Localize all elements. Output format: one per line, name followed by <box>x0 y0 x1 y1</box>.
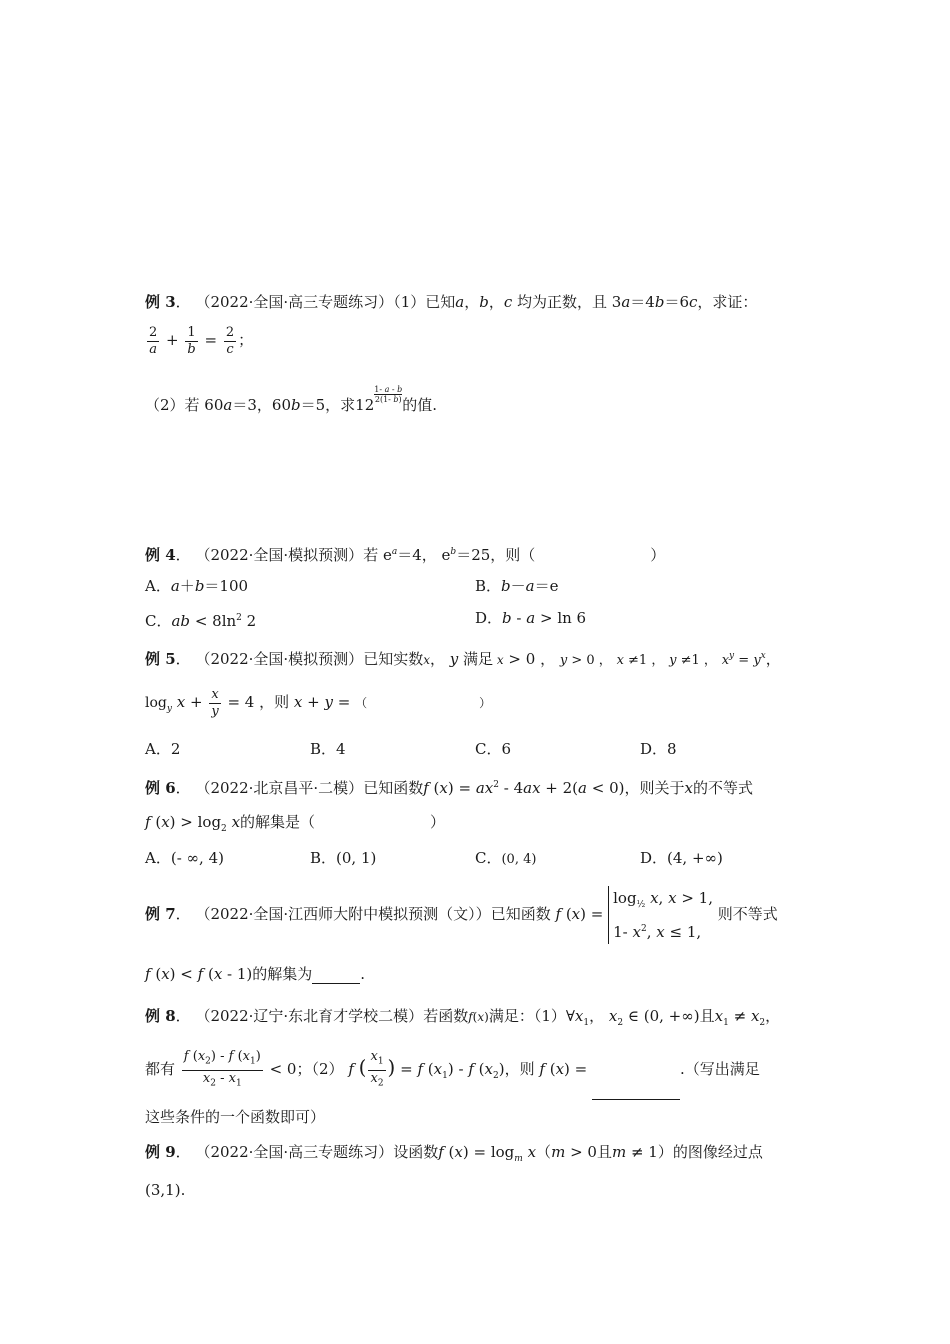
ex7-source: （2022·全国·江西师大附中模拟预测（文）） <box>195 905 491 923</box>
ex7-stem-text: 已知函数 <box>490 905 551 923</box>
ex9-label: 例 9 <box>145 1143 176 1161</box>
ex4-option-c-text: < 8ln <box>194 612 237 630</box>
ex8-line2-b: ；（2） <box>296 1060 344 1078</box>
ex4-option-a-label: A． <box>145 577 171 595</box>
ex6-option-c <box>475 848 536 870</box>
ex3-part2-b: ＝3，60 <box>232 396 291 414</box>
ex6-option-a-label: A． <box>145 849 171 867</box>
ex3-line3: （2）若 60a＝3，60b＝5，求12 $\frac{1- a - b}{2(1- b)}$ 的值. <box>145 385 438 414</box>
ex7-line2: f (x) < f (x - 1)的解集为 . <box>145 965 366 983</box>
ex3-formula: $\frac{2}{a}$ + $\frac{1}{b}$ = $\frac{2}{c}$ ； <box>149 324 254 357</box>
ex4-option-a-op: ＋ <box>179 577 195 595</box>
ex7-piecewise: $\log_{\frac{1}{2}} x$, x > 1, 1- $x^2$, x ≤ 1, <box>608 886 713 944</box>
ex9-line2 <box>145 1180 185 1200</box>
ex5-label: 例 5 <box>145 650 176 668</box>
ex5-option-c: C．6 <box>475 740 512 758</box>
ex9-source: （2022·全国·高三专题练习） <box>195 1143 394 1161</box>
ex4-source: （2022·全国·模拟预测） <box>195 546 364 564</box>
ex9-cond-close: ）的图像经过点 <box>657 1143 763 1161</box>
ex8-stem-text2: 满足：（1） <box>488 1007 566 1025</box>
ex6-tail2: 的不等式 <box>692 779 753 797</box>
ex4-option-a-end: ＝100 <box>204 577 249 595</box>
ex3-part1-prove: ，求证： <box>697 293 758 311</box>
ex9-end: . <box>180 1181 186 1199</box>
ex4-stem-d: ） <box>650 546 666 564</box>
ex6-option-d-value: (4, +∞) <box>667 849 723 867</box>
ex6-option-c-label: C． <box>475 849 502 867</box>
ex5-stem: 例 5． （2022·全国·模拟预测）已知实数x， y 满足 x > 0 ， y > 0 ， x ≠1 ， y ≠1 ， $x^y = y^x$， <box>145 650 781 668</box>
ex3-part2-a: （2）若 60 <box>145 396 224 414</box>
ex8-source: （2022·辽宁·东北育才学校二模） <box>195 1007 424 1025</box>
ex6-option-b-label: B． <box>310 849 337 867</box>
ex4-option-d: D．b - a > ln 6 <box>475 609 587 627</box>
ex6-source: （2022·北京昌平·二模） <box>195 779 364 797</box>
ex6-option-b <box>310 848 376 868</box>
ex3-part1-cond: 均为正数，且 3 <box>517 293 622 311</box>
ex5-option-a: A．2 <box>145 740 181 758</box>
ex9-stem: 例 9． （2022·全国·高三专题练习）设函数f $(x) = \log_m x(m > 0$且m ≠ 1）的图像经过点 <box>145 1143 763 1164</box>
ex6-label: 例 6 <box>145 779 176 797</box>
ex4-option-c-label: C． <box>145 612 172 630</box>
ex3-line1: 例 3． （2022·全国·高三专题练习）（1）已知a，b，c 均为正数，且 3a＝4b＝6c，求证： <box>145 293 758 311</box>
ex4-stem-c: ＝25，则（ <box>456 546 536 564</box>
ex6-option-b-value: (0, 1) <box>336 849 377 867</box>
ex8-and: 且 <box>699 1007 715 1025</box>
ex8-line2: 都有 $\frac{f (x_2) - f (x_1)}{x_2 - x_1}$ < 0；（2） f ( $\frac{x_1}{x_2}$ ) = f $(x_1)$ - f $(x_2)$，则 f (x) = .（写出满足 <box>145 1043 760 1100</box>
ex8-stem: 例 8． （2022·辽宁·东北育才学校二模）若函数f(x)满足：$(1)\forall x_1$， $x_2$ ∈ (0, +∞)且$x_1 \ne x_2$， <box>145 1007 781 1028</box>
ex4-stem-b: ＝4， e <box>397 546 451 564</box>
ex8-line3: 这些条件的一个函数即可） <box>145 1108 326 1126</box>
ex7-line2-end: . <box>360 965 366 983</box>
ex4-option-b: B．b－a＝e <box>475 577 559 595</box>
ex4-option-a: A．a＋b＝100 <box>145 577 249 595</box>
ex9-stem-text: 设函数 <box>393 1143 439 1161</box>
ex5-stem-text2: 满足 <box>463 650 494 668</box>
ex7-tail: 则不等式 <box>717 905 778 923</box>
ex6-line2: f $(x) > \log_2 x$的解集是（ ） <box>145 813 446 834</box>
ex9-cond-and: 且 <box>596 1143 612 1161</box>
ex5-stem-text: 已知实数 <box>363 650 424 668</box>
ex6-line2-text: 的解集是（ <box>240 813 316 831</box>
ex3-part1-eq1: ＝4 <box>630 293 655 311</box>
ex4-stem: 例 4． （2022·全国·模拟预测）若 $e^a=4$， $e^b=25$，则（ ） <box>145 546 666 564</box>
ex3-source: （2022·全国·高三专题练习） <box>195 293 394 311</box>
ex6-option-a-value: (- ∞, 4) <box>170 849 224 867</box>
ex3-label: 例 3 <box>145 293 176 311</box>
ex7-stem: 例 7． （2022·全国·江西师大附中模拟预测（文））已知函数 f (x) = $\log_{\frac{1}{2}} x$, x > 1, 1- $x^2$, x ≤ 1, 则不等式 <box>145 884 778 944</box>
ex5-cond-text: > 0 ， <box>508 650 556 668</box>
ex4-option-b-op: － <box>510 577 526 595</box>
ex3-part1-eq2: ＝6 <box>664 293 689 311</box>
ex5-then: ，则 <box>259 693 290 711</box>
ex8-line2-d: .（写出满足 <box>680 1060 760 1078</box>
ex4-stem-a: 若 e <box>363 546 392 564</box>
ex6-option-c-value: (0, 4) <box>501 852 537 867</box>
ex4-option-d-label: D． <box>475 609 503 627</box>
ex5-line2: $\log_y x$ + $\frac{x}{y}$ = 4 ，则 x + y = （ ） <box>145 686 492 719</box>
ex7-line2-text: 的解集为 <box>252 965 313 983</box>
ex8-stem-text: 若函数 <box>423 1007 469 1025</box>
ex8-line2-c: ，则 <box>504 1060 535 1078</box>
ex4-option-d-text: > ln 6 <box>539 609 587 627</box>
ex9-cond-open: （ <box>536 1143 552 1161</box>
ex5-paren-open: （ <box>355 696 368 710</box>
ex5-source: （2022·全国·模拟预测） <box>195 650 364 668</box>
ex4-option-c-end: 2 <box>246 612 257 630</box>
ex4-option-c: C．ab < $8\ln^2$ 2 <box>145 612 257 630</box>
ex6-stem: 例 6． （2022·北京昌平·二模）已知函数f $(x) = ax^2 - 4ax + 2(a < 0)$，则关于x的不等式 <box>145 779 753 797</box>
ex9-point: (3,1) <box>145 1181 181 1199</box>
ex6-tail: ，则关于 <box>624 779 685 797</box>
ex4-label: 例 4 <box>145 546 176 564</box>
ex4-option-b-end: ＝e <box>534 577 559 595</box>
ex6-option-d <box>640 848 723 868</box>
ex5-paren-close: ） <box>479 696 492 710</box>
ex7-label: 例 7 <box>145 905 176 923</box>
ex6-option-a <box>145 848 224 868</box>
ex3-part1-intro: （1）已知 <box>393 293 456 311</box>
ex5-option-d: D．8 <box>640 740 677 758</box>
ex8-label: 例 8 <box>145 1007 176 1025</box>
ex3-part2-c: ＝5，求 <box>300 396 356 414</box>
ex6-option-d-label: D． <box>640 849 668 867</box>
ex6-stem-text: 已知函数 <box>363 779 424 797</box>
ex5-option-b: B．4 <box>310 740 346 758</box>
ex8-line2-a: 都有 <box>145 1060 176 1078</box>
ex4-option-b-label: B． <box>475 577 502 595</box>
ex6-line2-end: ） <box>430 813 446 831</box>
ex3-part2-d: 的值. <box>402 396 438 414</box>
